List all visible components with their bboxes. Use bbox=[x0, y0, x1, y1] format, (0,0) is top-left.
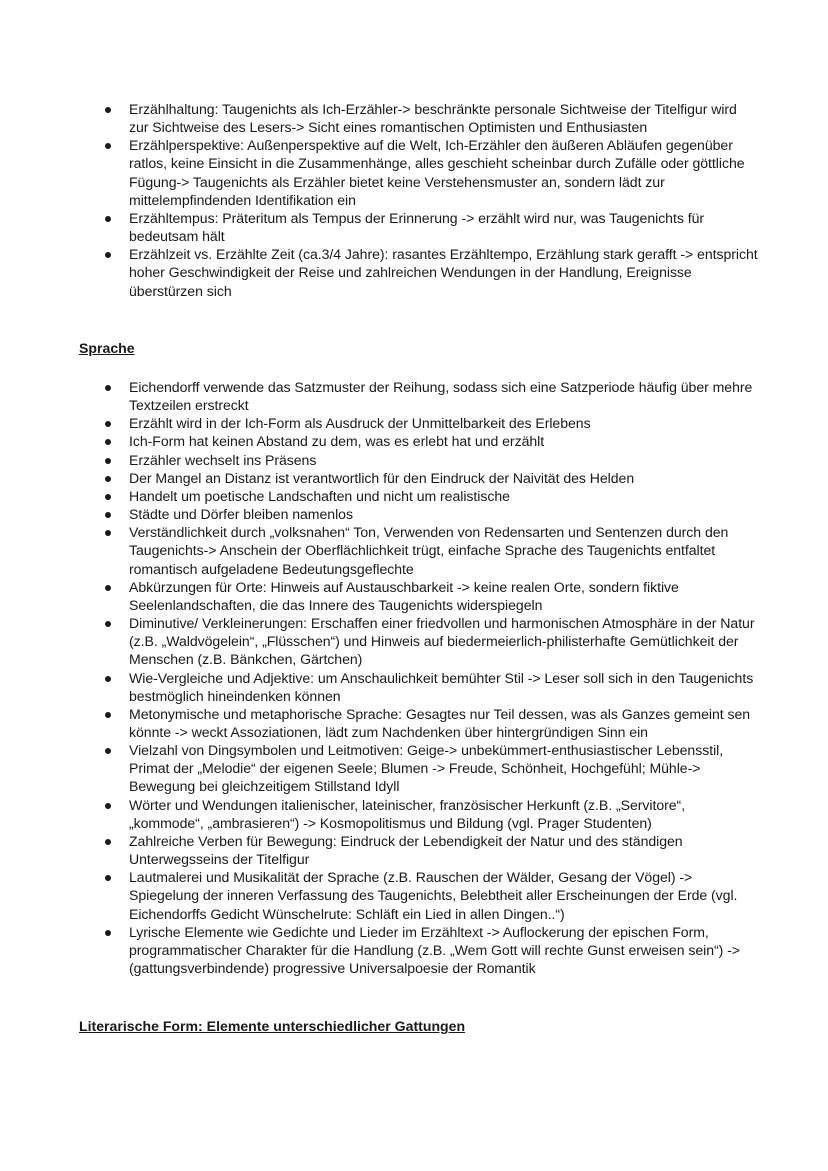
bullet-icon bbox=[105, 421, 111, 427]
list-item-text: Ich-Form hat keinen Abstand zu dem, was es erlebt hat und erzählt bbox=[129, 433, 545, 450]
list-item-text: Eichendorff verwende das Satzmuster der Reihung, sodass sich eine Satzperiode häufig über mehre Textzeilen erstreckt bbox=[129, 379, 753, 414]
list-item-text: Erzählhaltung: Taugenichts als Ich-Erzähler-> beschränkte personale Sichtweise der Titelfigur wird zur Sichtweise des Lesers-> Sicht eines romantischen Optimisten und Enthusiasten bbox=[129, 101, 737, 136]
list-item bbox=[0, 432, 760, 450]
list-item bbox=[0, 832, 760, 868]
list-item bbox=[0, 469, 760, 487]
bullet-icon bbox=[105, 143, 111, 149]
list-item-text: Abkürzungen für Orte: Hinweis auf Austauschbarkeit -> keine realen Orte, sondern fiktive Seelenlandschaften, die das Innere des Taugenichts widerspiegeln bbox=[129, 578, 679, 613]
list-item-text: Städte und Dörfer bleiben namenlos bbox=[129, 506, 353, 523]
bullet-icon bbox=[105, 107, 111, 113]
bullet-icon bbox=[105, 530, 111, 536]
list-item bbox=[0, 796, 760, 832]
list-item bbox=[0, 487, 760, 505]
list-item-text: Wörter und Wendungen italienischer, lateinischer, französischer Herkunft (z.B. „Servitore“, „kommode“, „ambrasieren“) -> Kosmopolitismus und Bildung (vgl. Prager Studenten) bbox=[129, 796, 686, 831]
list-item-text: Metonymische und metaphorische Sprache: Gesagtes nur Teil dessen, was als Ganzes gemeint sen könnte -> weckt Assoziationen, lädt zum Nachdenken über hintergründigen Sinn ein bbox=[129, 705, 751, 740]
list-item-text: Erzähltempus: Präteritum als Tempus der Erinnerung -> erzählt wird nur, was Taugenichts für bedeutsam hält bbox=[129, 209, 704, 245]
bullet-icon bbox=[105, 458, 111, 464]
bullet-icon bbox=[105, 875, 111, 881]
bullet-icon bbox=[105, 216, 111, 222]
list-item-text: Verständlichkeit durch „volksnahen“ Ton, Verwenden von Redensarten und Sentenzen durch den Taugenichts-> Anschein der Oberflächlichkeit trügt, einfache Sprache des Taugenichts entfaltet romantisch aufgeladene Bedeutungsgeflechte bbox=[129, 524, 729, 577]
sprache-list bbox=[0, 378, 760, 977]
list-item bbox=[0, 414, 760, 432]
section-heading-sprache: Sprache bbox=[79, 340, 135, 356]
bullet-icon bbox=[105, 252, 111, 258]
list-item bbox=[0, 100, 760, 136]
list-item bbox=[0, 209, 760, 245]
list-item-text: Lautmalerei und Musikalität der Sprache (z.B. Rauschen der Wälder, Gesang der Vögel) -> Spiegelung der inneren Verfassung des Taugenichts, Belebtheit aller Erscheinungen der Erde (vgl. Eichendorffs Gedicht Wünschelrute: Schläft ein Lied in allen Dingen..“) bbox=[129, 869, 738, 922]
bullet-icon bbox=[105, 585, 111, 591]
list-item-text: Erzähler wechselt ins Präsens bbox=[129, 451, 317, 468]
list-item bbox=[0, 136, 760, 209]
list-item bbox=[0, 868, 760, 922]
list-item bbox=[0, 614, 760, 668]
bullet-icon bbox=[105, 494, 111, 500]
bullet-icon bbox=[105, 512, 111, 518]
list-item bbox=[0, 523, 760, 577]
list-item-text: Zahlreiche Verben für Bewegung: Eindruck der Lebendigkeit der Natur und des ständigen Unterwegsseins der Titelfigur bbox=[129, 832, 683, 868]
list-item bbox=[0, 705, 760, 741]
list-item bbox=[0, 741, 760, 795]
erzaehltechnik-list bbox=[0, 100, 760, 300]
list-item bbox=[0, 923, 760, 977]
list-item bbox=[0, 451, 760, 469]
bullet-icon bbox=[105, 839, 111, 845]
list-item-text: Vielzahl von Dingsymbolen und Leitmotiven: Geige-> unbekümmert-enthusiastischer Lebensstil, Primat der „Melodie“ der eigenen Seele; Blumen -> Freude, Schönheit, Hochgefühl; Mühle-> Bewegung bei gleichzeitigem Stillstand Idyll bbox=[129, 742, 724, 795]
list-item-text: Der Mangel an Distanz ist verantwortlich für den Eindruck der Naivität des Helden bbox=[129, 469, 635, 486]
list-item-text: Handelt um poetische Landschaften und nicht um realistische bbox=[129, 487, 510, 504]
list-item bbox=[0, 669, 760, 705]
bullet-icon bbox=[105, 476, 111, 482]
list-item-text: Diminutive/ Verkleinerungen: Erschaffen einer friedvollen und harmonischen Atmosphäre in der Natur (z.B. „Waldvögelein“, „Flüsschen“) und Hinweis auf biedermeierlich-philisterhafte Gemütlichkeit der Menschen (z.B. Bänkchen, Gärtchen) bbox=[129, 615, 755, 668]
list-item bbox=[0, 378, 760, 414]
bullet-icon bbox=[105, 439, 111, 445]
bullet-icon bbox=[105, 930, 111, 936]
bullet-icon bbox=[105, 385, 111, 391]
list-item-text: Erzählt wird in der Ich-Form als Ausdruck der Unmittelbarkeit des Erlebens bbox=[129, 415, 591, 432]
bullet-icon bbox=[105, 712, 111, 718]
bullet-icon bbox=[105, 748, 111, 754]
bullet-icon bbox=[105, 676, 111, 682]
list-item-text: Erzählzeit vs. Erzählte Zeit (ca.3/4 Jahre): rasantes Erzähltempo, Erzählung stark gerafft -> entspricht hoher Geschwindigkeit der Reise und zahlreichen Wendungen in der Handlung, Ereignisse überstürzen sich bbox=[129, 246, 758, 299]
list-item-text: Erzählperspektive: Außenperspektive auf die Welt, Ich-Erzähler den äußeren Abläufen gegenüber ratlos, keine Einsicht in die Zusammenhänge, alles geschieht scheinbar durch Zufälle oder göttliche Fügung-> Taugenichts als Erzähler bietet keine Verstehensmuster an, sondern lädt zur mittelempfindenden Identifikation ein bbox=[129, 137, 745, 208]
list-item bbox=[0, 578, 760, 614]
list-item-text: Lyrische Elemente wie Gedichte und Lieder im Erzähltext -> Auflockerung der epischen Form, programmatischer Charakter für die Handlung (z.B. „Wem Gott will rechte Gunst erweisen sein“) -> (gattungsverbindende) progressive Universalpoesie der Romantik bbox=[129, 923, 740, 976]
list-item bbox=[0, 245, 760, 299]
section-heading-literarische-form: Literarische Form: Elemente unterschiedlicher Gattungen bbox=[79, 1018, 466, 1034]
bullet-icon bbox=[105, 803, 111, 809]
list-item bbox=[0, 505, 760, 523]
list-item-text: Wie-Vergleiche und Adjektive: um Anschaulichkeit bemühter Stil -> Leser soll sich in den Taugenichts bestmöglich hineindenken können bbox=[129, 669, 754, 704]
bullet-icon bbox=[105, 621, 111, 627]
